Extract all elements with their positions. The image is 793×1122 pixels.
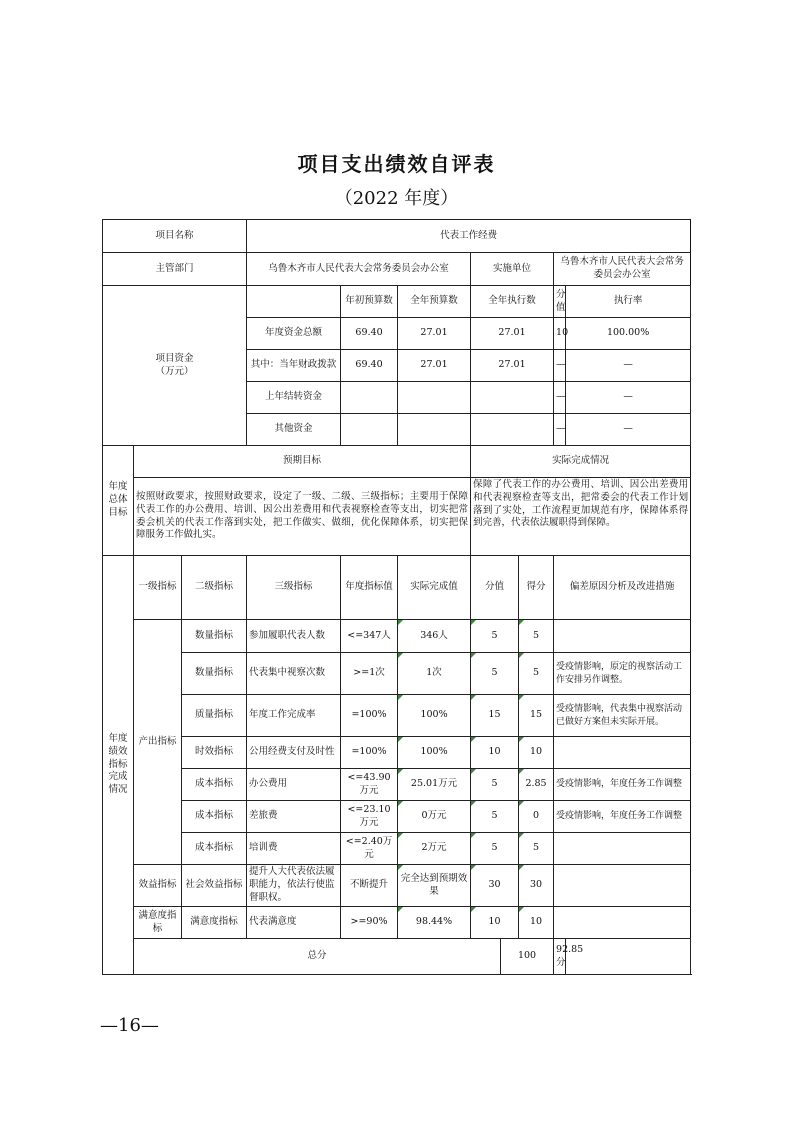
indicator-actual: 25.01万元 xyxy=(398,769,471,801)
indicator-header-l3: 三级指标 xyxy=(247,556,341,620)
satisfaction-score: 10 xyxy=(519,907,554,939)
indicator-header-score-max: 分值 xyxy=(471,556,519,620)
impl-label: 实施单位 xyxy=(471,253,554,286)
indicator-score: 15 xyxy=(519,695,554,737)
indicator-actual: 0万元 xyxy=(398,801,471,833)
satisfaction-actual: 98.44% xyxy=(398,907,471,939)
benefit-score-max: 30 xyxy=(471,865,519,907)
indicator-l3: 办公费用 xyxy=(247,769,341,801)
indicator-score: 0 xyxy=(519,801,554,833)
funds-row-name: 其中：当年财政拨款 xyxy=(247,350,341,382)
indicator-target: <=347人 xyxy=(341,620,398,653)
indicator-note: 受疫情影响，年度任务工作调整 xyxy=(554,769,691,801)
indicator-l3: 参加履职代表人数 xyxy=(247,620,341,653)
indicator-l3: 差旅费 xyxy=(247,801,341,833)
indicator-l3: 公用经费支付及时性 xyxy=(247,737,341,769)
goals-expected-label: 预期目标 xyxy=(134,446,471,478)
indicator-note: 受疫情影响，代表集中视察活动已做好方案但未实际开展。 xyxy=(554,695,691,737)
indicator-note: 受疫情影响，年度任务工作调整 xyxy=(554,801,691,833)
indicator-actual: 2万元 xyxy=(398,833,471,865)
funds-cell: 27.01 xyxy=(398,350,471,382)
project-name-row xyxy=(103,220,691,253)
satisfaction-row xyxy=(103,907,691,939)
funds-label-text: 项目资金 xyxy=(155,352,194,364)
indicator-header-row xyxy=(103,556,691,620)
indicator-row xyxy=(103,620,691,653)
indicator-l2: 数量指标 xyxy=(182,653,247,695)
funds-label xyxy=(103,286,247,446)
indicator-score-max: 15 xyxy=(471,695,519,737)
indicator-header-score: 得分 xyxy=(519,556,554,620)
indicator-target: <=43.90万元 xyxy=(341,769,398,801)
evaluation-table xyxy=(102,219,691,975)
goals-content-row xyxy=(103,478,691,556)
project-name-label: 项目名称 xyxy=(103,220,247,253)
total-score: 92.85分 xyxy=(554,939,566,975)
indicator-l2: 成本指标 xyxy=(182,769,247,801)
benefit-actual: 完全达到预期效果 xyxy=(398,865,471,907)
satisfaction-l3: 代表满意度 xyxy=(247,907,341,939)
indicator-actual: 100% xyxy=(398,737,471,769)
page-title: 项目支出绩效自评表 xyxy=(297,152,496,176)
funds-cell: — xyxy=(566,350,691,382)
funds-row-name: 其他资金 xyxy=(247,414,341,446)
satisfaction-l2: 满意度指标 xyxy=(182,907,247,939)
satisfaction-target: >=90% xyxy=(341,907,398,939)
page-number: —16— xyxy=(100,1015,159,1036)
funds-cell: — xyxy=(554,350,566,382)
indicator-score-max: 5 xyxy=(471,833,519,865)
indicator-header-note: 偏差原因分析及改进措施 xyxy=(554,556,691,620)
benefit-row xyxy=(103,865,691,907)
indicator-score-max: 5 xyxy=(471,653,519,695)
indicator-note: 受疫情影响，原定的视察活动工作安排另作调整。 xyxy=(554,653,691,695)
dept-label: 主管部门 xyxy=(103,253,247,286)
indicators-section-label: 年度绩效指标完成情况 xyxy=(103,556,134,975)
impl-value: 乌鲁木齐市人民代表大会常务委员会办公室 xyxy=(554,253,691,286)
indicator-row xyxy=(103,801,691,833)
funds-header-score-max: 分值 xyxy=(554,286,566,318)
indicator-target: <=23.10万元 xyxy=(341,801,398,833)
project-name-value: 代表工作经费 xyxy=(247,220,691,253)
funds-header-budget-initial: 年初预算数 xyxy=(341,286,398,318)
dept-value: 乌鲁木齐市人民代表大会常务委员会办公室 xyxy=(247,253,471,286)
satisfaction-score-max: 10 xyxy=(471,907,519,939)
funds-cell: 100.00% xyxy=(566,318,691,350)
indicator-header-target: 年度指标值 xyxy=(341,556,398,620)
indicator-target: <=2.40万元 xyxy=(341,833,398,865)
funds-header-budget-annual: 全年预算数 xyxy=(398,286,471,318)
funds-cell: 10 xyxy=(554,318,566,350)
goals-actual-text: 保障了代表工作的办公费用、培训、因公出差费用和代表视察检查等支出，把常委会的代表工作计划落到了实处，工作流程更加规范有序，保障体系得到完善，代表依法履职得到保障。 xyxy=(471,478,691,556)
indicator-l3: 培训费 xyxy=(247,833,341,865)
funds-cell xyxy=(341,414,398,446)
funds-cell: — xyxy=(554,414,566,446)
indicator-actual: 346人 xyxy=(398,620,471,653)
benefit-score: 30 xyxy=(519,865,554,907)
indicator-score-max: 5 xyxy=(471,801,519,833)
total-row xyxy=(103,939,691,975)
funds-cell: 69.40 xyxy=(341,318,398,350)
indicator-score: 5 xyxy=(519,620,554,653)
indicator-actual: 100% xyxy=(398,695,471,737)
indicator-score-max: 5 xyxy=(471,769,519,801)
indicator-row xyxy=(103,653,691,695)
indicator-header-l1: 一级指标 xyxy=(134,556,182,620)
total-label: 总分 xyxy=(134,939,501,975)
funds-cell xyxy=(398,382,471,414)
indicator-l3: 代表集中视察次数 xyxy=(247,653,341,695)
indicator-row xyxy=(103,833,691,865)
indicator-row xyxy=(103,769,691,801)
indicator-note xyxy=(554,833,691,865)
funds-cell: — xyxy=(566,382,691,414)
indicator-score: 5 xyxy=(519,653,554,695)
indicator-target: =100% xyxy=(341,695,398,737)
indicator-row xyxy=(103,695,691,737)
benefit-l1: 效益指标 xyxy=(134,865,182,907)
page-subtitle: （2022 年度） xyxy=(334,188,459,209)
indicator-l3: 年度工作完成率 xyxy=(247,695,341,737)
indicator-header-l2: 二级指标 xyxy=(182,556,247,620)
indicator-score: 10 xyxy=(519,737,554,769)
indicator-score-max: 5 xyxy=(471,620,519,653)
funds-cell: — xyxy=(554,382,566,414)
funds-cell xyxy=(471,382,554,414)
funds-header-executed: 全年执行数 xyxy=(471,286,554,318)
indicator-l2: 质量指标 xyxy=(182,695,247,737)
indicator-l2: 成本指标 xyxy=(182,801,247,833)
funds-row-name: 年度资金总额 xyxy=(247,318,341,350)
output-indicator-label: 产出指标 xyxy=(134,620,182,865)
funds-cell xyxy=(471,414,554,446)
indicator-header-actual: 实际完成值 xyxy=(398,556,471,620)
benefit-target: 不断提升 xyxy=(341,865,398,907)
funds-cell xyxy=(341,382,398,414)
funds-cell xyxy=(398,414,471,446)
indicator-l2: 成本指标 xyxy=(182,833,247,865)
satisfaction-l1: 满意度指标 xyxy=(134,907,182,939)
indicator-note xyxy=(554,620,691,653)
funds-cell: 27.01 xyxy=(471,350,554,382)
indicator-target: >=1次 xyxy=(341,653,398,695)
goals-expected-text: 按照财政要求，按照财政要求，设定了一级、二级、三级指标；主要用于保障代表工作的办公费用、培训、因公出差费用和代表视察检查等支出，切实把常委会机关的代表工作落到实处，把工作做实、做细，优化保障体系，切实把保障服务工作做扎实。 xyxy=(134,478,471,556)
indicator-l2: 时效指标 xyxy=(182,737,247,769)
funds-cell: 69.40 xyxy=(341,350,398,382)
indicator-l2: 数量指标 xyxy=(182,620,247,653)
indicator-score: 2.85 xyxy=(519,769,554,801)
indicator-note xyxy=(554,737,691,769)
total-max: 100 xyxy=(501,939,554,975)
funds-header-row xyxy=(103,286,691,318)
goals-header-row xyxy=(103,446,691,478)
funds-row-name: 上年结转资金 xyxy=(247,382,341,414)
goals-actual-label: 实际完成情况 xyxy=(471,446,691,478)
indicator-actual: 1次 xyxy=(398,653,471,695)
indicator-target: =100% xyxy=(341,737,398,769)
funds-cell: 27.01 xyxy=(471,318,554,350)
goals-label: 年度总体目标 xyxy=(103,446,134,556)
indicator-score-max: 10 xyxy=(471,737,519,769)
benefit-l2: 社会效益指标 xyxy=(182,865,247,907)
funds-cell: 27.01 xyxy=(398,318,471,350)
satisfaction-note xyxy=(554,907,691,939)
funds-header-rate: 执行率 xyxy=(566,286,691,318)
indicator-row xyxy=(103,737,691,769)
department-row xyxy=(103,253,691,286)
funds-cell: — xyxy=(566,414,691,446)
indicator-score: 5 xyxy=(519,833,554,865)
funds-unit: （万元） xyxy=(155,365,194,377)
benefit-l3: 提升人大代表依法履职能力，依法行使监督职权。 xyxy=(247,865,341,907)
benefit-note xyxy=(554,865,691,907)
